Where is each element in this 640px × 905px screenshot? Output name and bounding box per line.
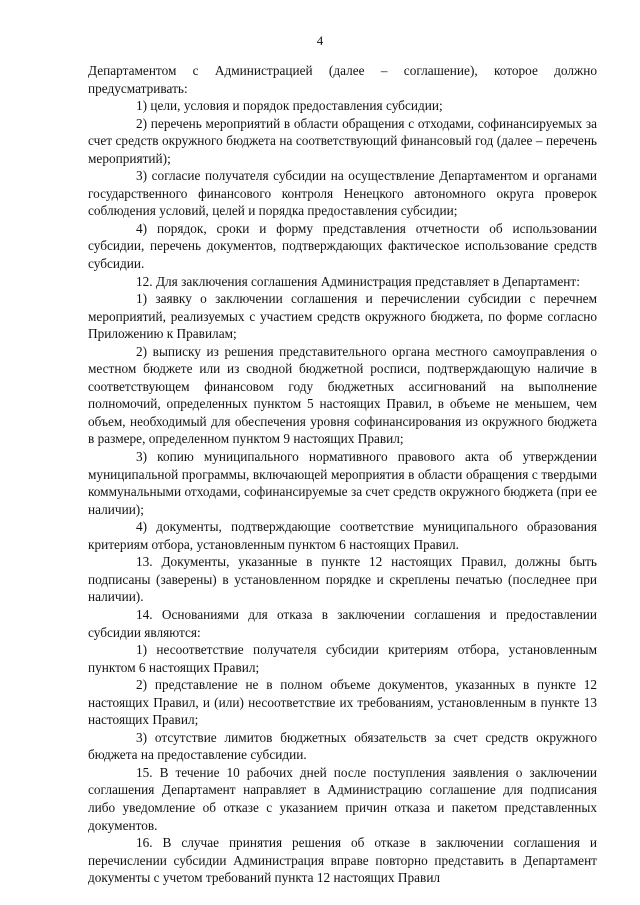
paragraph-12: 12. Для заключения соглашения Администрация представляет в Департамент: xyxy=(136,273,580,289)
paragraph-11-2: 2) перечень мероприятий в области обращения с отходами, софинансируемых за счет средств окружного бюджета на соответствующий финансовый год (далее – перечень мероприятий); xyxy=(88,115,597,166)
paragraph-14-1: 1) несоответствие получателя субсидии критериям отбора, установленным пунктом 6 настоящих Правил; xyxy=(88,642,597,675)
paragraph-12-1: 1) заявку о заключении соглашения и перечислении субсидии с перечнем мероприятий, реализуемых с участием средств окружного бюджета, по форме согласно Приложению к Правилам; xyxy=(88,291,597,342)
page-number: 4 xyxy=(316,33,324,48)
paragraph-11-3: 3) согласие получателя субсидии на осуществление Департаментом и органами государственного финансового контроля Ненецкого автономного округа проверок соблюдения условий, целей и порядка предоставления субсидии; xyxy=(88,168,597,219)
paragraph-14-3: 3) отсутствие лимитов бюджетных обязательств за счет средств окружного бюджета на предоставление субсидии. xyxy=(88,729,597,763)
paragraph-16: 16. В случае принятия решения об отказе в заключении соглашения и перечислении субсидии Администрация вправе повторно представить в Департамент документы с учетом требований пункта 12 настоящих Правил xyxy=(88,835,597,886)
paragraph-11-4: 4) порядок, сроки и форму представления отчетности об использовании субсидии, перечень документов, подтверждающих фактическое использование средств субсидии. xyxy=(88,220,597,272)
paragraph-14: 14. Основаниями для отказа в заключении соглашения и предоставлении субсидии являются: xyxy=(88,606,597,640)
document-body xyxy=(88,62,597,887)
paragraph-12-4: 4) документы, подтверждающие соответствие муниципального образования критериям отбора, установленным пунктом 6 настоящих Правил. xyxy=(88,519,597,552)
paragraph-continuation: Департаментом с Администрацией (далее – соглашение), которое должно предусматривать: xyxy=(88,63,597,96)
paragraph-11-1: 1) цели, условия и порядок предоставления субсидии; xyxy=(136,98,443,114)
paragraph-14-2: 2) представление не в полном объеме документов, указанных в пункте 12 настоящих Правил, и (или) несоответствие их требованиям, установленным в пункте 13 настоящих Правил; xyxy=(88,677,597,728)
paragraph-12-2: 2) выписку из решения представительного органа местного самоуправления о местном бюджете или из сводной бюджетной росписи, подтверждающую наличие в соответствующем финансовом году бюджетных ассигнований на выполнение полномочий, определенных пунктом 5 настоящих Правил, в объеме не меньшем, чем объем, необходимый для обеспечения уровня софинансирования из окружного бюджета в размере, определенном пунктом 9 настоящих Правил; xyxy=(88,343,597,447)
paragraph-13: 13. Документы, указанные в пункте 12 настоящих Правил, должны быть подписаны (заверены) в установленном порядке и скреплены печатью (последнее при наличии). xyxy=(88,554,597,605)
paragraph-15: 15. В течение 10 рабочих дней после поступления заявления о заключении соглашения Департамент направляет в Администрацию соглашение для подписания либо уведомление об отказе с указанием причин отказа и пакетом представленных документов. xyxy=(88,764,597,833)
paragraph-12-3: 3) копию муниципального нормативного правового акта об утверждении муниципальной программы, включающей мероприятия в области обращения с твердыми коммунальными отходами, софинансируемые за счет средств окружного бюджета (при ее наличии); xyxy=(88,449,597,517)
